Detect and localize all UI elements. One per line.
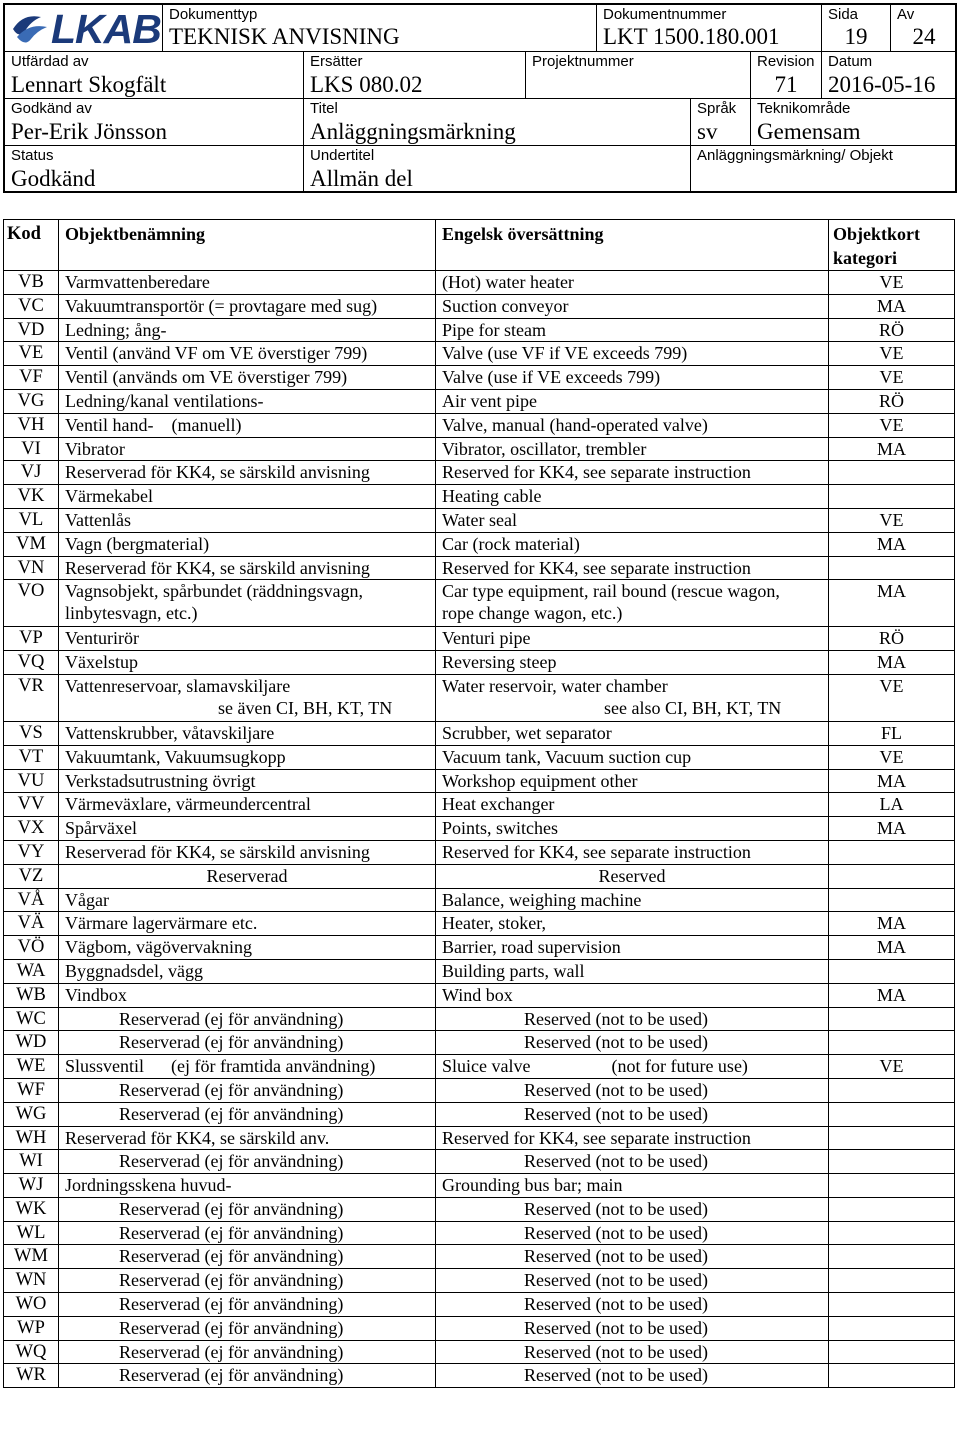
table-row <box>4 389 955 413</box>
row-code: VÅ <box>4 888 59 912</box>
title-cell <box>304 99 691 146</box>
row-swedish-name-line1: Vattenreservoar, slamavskiljare <box>65 675 291 696</box>
row-code: VJ <box>4 461 59 485</box>
row-swedish-name: Reserverad (ej för användning) <box>59 1245 436 1269</box>
doc-no-cell <box>597 5 822 52</box>
row-category <box>829 1126 955 1150</box>
row-english-name: Grounding bus bar; main <box>436 1174 829 1198</box>
row-swedish-name: Vagn (bergmaterial) <box>59 532 436 556</box>
row-category: RÖ <box>829 389 955 413</box>
row-code: WC <box>4 1007 59 1031</box>
row-category <box>829 485 955 509</box>
row-category: MA <box>829 936 955 960</box>
table-row <box>4 580 955 627</box>
row-english-name: Reserved (not to be used) <box>436 1316 829 1340</box>
row-swedish-name: Reserverad för KK4, se särskild anv. <box>59 1126 436 1150</box>
table-row <box>4 627 955 651</box>
table-row <box>4 745 955 769</box>
row-category: MA <box>829 769 955 793</box>
row-code: VM <box>4 532 59 556</box>
row-english-name: Reserved (not to be used) <box>436 1150 829 1174</box>
row-swedish-name: Vågar <box>59 888 436 912</box>
table-row <box>4 1150 955 1174</box>
row-code: WP <box>4 1316 59 1340</box>
object-code-table-body <box>4 220 955 1388</box>
row-category: MA <box>829 817 955 841</box>
date-cell <box>822 52 957 99</box>
status-label: Status <box>11 147 54 164</box>
row-swedish-name: Vattenskrubber, våtavskiljare <box>59 721 436 745</box>
tech-area-cell <box>751 99 957 146</box>
row-code: WE <box>4 1055 59 1079</box>
row-category: VE <box>829 1055 955 1079</box>
row-english-name: Heat exchanger <box>436 793 829 817</box>
column-header-kategori: Objektkort kategori <box>829 220 955 271</box>
row-swedish-name: Reserverad (ej för användning) <box>59 1340 436 1364</box>
table-row <box>4 769 955 793</box>
issued-by-label: Utfärdad av <box>11 53 89 70</box>
table-row <box>4 1102 955 1126</box>
row-swedish-name: Reserverad (ej för användning) <box>59 1197 436 1221</box>
row-swedish-name: Reserverad (ej för användning) <box>59 1102 436 1126</box>
page-value: 19 <box>844 24 868 49</box>
tech-area-label: Teknikområde <box>757 100 851 117</box>
row-english-name: Venturi pipe <box>436 627 829 651</box>
row-code: VH <box>4 413 59 437</box>
page-cell <box>822 5 891 52</box>
row-swedish-name: Venturirör <box>59 627 436 651</box>
row-swedish-name: Vattenlås <box>59 508 436 532</box>
row-code: WH <box>4 1126 59 1150</box>
approved-by-label: Godkänd av <box>11 100 92 117</box>
row-code: WF <box>4 1078 59 1102</box>
row-code: WK <box>4 1197 59 1221</box>
row-code: VL <box>4 508 59 532</box>
column-header-engelsk: Engelsk översättning <box>436 220 829 271</box>
table-row <box>4 366 955 390</box>
status-value: Godkänd <box>11 166 96 191</box>
table-row <box>4 1174 955 1198</box>
revision-cell <box>751 52 822 99</box>
row-english-name: Valve (use VF if VE exceeds 799) <box>436 342 829 366</box>
row-english-name: Building parts, wall <box>436 959 829 983</box>
row-code: VG <box>4 389 59 413</box>
row-category <box>829 556 955 580</box>
row-code: WO <box>4 1293 59 1317</box>
row-code: WN <box>4 1269 59 1293</box>
row-category: VE <box>829 366 955 390</box>
row-english-name: Reserved (not to be used) <box>436 1078 829 1102</box>
row-category <box>829 1340 955 1364</box>
project-cell <box>526 52 751 99</box>
row-swedish-name: Ledning/kanal ventilations- <box>59 389 436 413</box>
row-english-name: Scrubber, wet separator <box>436 721 829 745</box>
row-english-name: Reserved (not to be used) <box>436 1293 829 1317</box>
table-row <box>4 1269 955 1293</box>
row-code: VS <box>4 721 59 745</box>
row-category <box>829 1007 955 1031</box>
doc-type-cell <box>163 5 597 52</box>
row-category: RÖ <box>829 318 955 342</box>
row-swedish-name: Ventil (använd VF om VE överstiger 799) <box>59 342 436 366</box>
approved-by-cell <box>5 99 304 146</box>
row-swedish-name: Värmeväxlare, värmeundercentral <box>59 793 436 817</box>
title-value: Anläggningsmärkning <box>310 119 516 144</box>
row-category: VE <box>829 674 955 721</box>
row-english-name: Heater, stoker, <box>436 912 829 936</box>
row-category: VE <box>829 413 955 437</box>
row-code: VX <box>4 817 59 841</box>
logo-text: LKAB <box>51 6 161 52</box>
row-category <box>829 1245 955 1269</box>
row-english-name-line1: Water reservoir, water chamber <box>442 675 668 696</box>
row-swedish-name <box>59 580 436 627</box>
revision-value: 71 <box>774 72 798 97</box>
category-path-cell <box>691 146 957 191</box>
approved-by-value: Per-Erik Jönsson <box>11 119 168 144</box>
row-code: VE <box>4 342 59 366</box>
row-code: VR <box>4 674 59 721</box>
row-category: MA <box>829 912 955 936</box>
row-english-name: Reserved (not to be used) <box>436 1197 829 1221</box>
row-swedish-name: Reserverad (ej för användning) <box>59 1221 436 1245</box>
row-swedish-name: Slussventil (ej för framtida användning) <box>59 1055 436 1079</box>
row-swedish-name: Jordningsskena huvud- <box>59 1174 436 1198</box>
row-category: FL <box>829 721 955 745</box>
row-category: MA <box>829 651 955 675</box>
row-english-name: Reserved for KK4, see separate instruction <box>436 840 829 864</box>
table-row <box>4 1031 955 1055</box>
row-swedish-name: Vibrator <box>59 437 436 461</box>
row-code: VZ <box>4 864 59 888</box>
row-english-name: Reserved for KK4, see separate instruction <box>436 461 829 485</box>
object-code-table <box>3 219 955 1388</box>
row-category <box>829 1174 955 1198</box>
table-row <box>4 342 955 366</box>
column-header-objektbenamning: Objektbenämning <box>59 220 436 271</box>
table-row <box>4 1126 955 1150</box>
row-swedish-name: Reserverad (ej för användning) <box>59 1316 436 1340</box>
row-english-name-line2: see also CI, BH, KT, TN <box>604 697 782 718</box>
row-swedish-name: Reserverad för KK4, se särskild anvisning <box>59 556 436 580</box>
row-english-name: Pipe for steam <box>436 318 829 342</box>
table-row <box>4 532 955 556</box>
row-category: MA <box>829 294 955 318</box>
row-swedish-name: Ventil hand- (manuell) <box>59 413 436 437</box>
page-label: Sida <box>828 6 859 23</box>
row-category <box>829 864 955 888</box>
row-english-name: Reserved for KK4, see separate instruction <box>436 556 829 580</box>
table-row <box>4 1197 955 1221</box>
row-category: MA <box>829 532 955 556</box>
row-swedish-name: Reserverad (ej för användning) <box>59 1364 436 1388</box>
table-row <box>4 1293 955 1317</box>
row-code: VY <box>4 840 59 864</box>
row-category <box>829 1197 955 1221</box>
subtitle-value: Allmän del <box>310 166 413 191</box>
row-english-name: Reserved (not to be used) <box>436 1007 829 1031</box>
replaces-cell <box>304 52 526 99</box>
row-swedish-name <box>59 674 436 721</box>
revision-label: Revision <box>757 53 815 70</box>
row-swedish-name: Reserverad för KK4, se särskild anvisning <box>59 840 436 864</box>
issued-by-value: Lennart Skogfält <box>11 72 167 97</box>
row-english-name: Reserved (not to be used) <box>436 1364 829 1388</box>
table-row <box>4 793 955 817</box>
row-code: WR <box>4 1364 59 1388</box>
row-category <box>829 1293 955 1317</box>
table-row <box>4 1316 955 1340</box>
row-category: VE <box>829 745 955 769</box>
table-row <box>4 294 955 318</box>
row-english-name: Points, switches <box>436 817 829 841</box>
table-row <box>4 485 955 509</box>
row-category: MA <box>829 437 955 461</box>
table-row <box>4 1078 955 1102</box>
row-category <box>829 959 955 983</box>
row-english-name-line2: rope change wagon, etc.) <box>442 603 623 624</box>
date-value: 2016-05-16 <box>828 72 936 97</box>
table-row <box>4 1007 955 1031</box>
table-row <box>4 1245 955 1269</box>
lkab-logo-icon <box>11 9 51 49</box>
doc-no-label: Dokumentnummer <box>603 6 727 23</box>
table-row <box>4 318 955 342</box>
table-row <box>4 912 955 936</box>
row-english-name: (Hot) water heater <box>436 271 829 295</box>
row-category: VE <box>829 508 955 532</box>
row-code: VT <box>4 745 59 769</box>
row-code: VD <box>4 318 59 342</box>
table-row <box>4 721 955 745</box>
row-code: WM <box>4 1245 59 1269</box>
table-row <box>4 674 955 721</box>
row-code: WI <box>4 1150 59 1174</box>
row-swedish-name: Vindbox <box>59 983 436 1007</box>
row-swedish-name: Reserverad (ej för användning) <box>59 1031 436 1055</box>
row-category <box>829 461 955 485</box>
row-swedish-name: Reserverad för KK4, se särskild anvisning <box>59 461 436 485</box>
row-swedish-name: Ledning; ång- <box>59 318 436 342</box>
row-swedish-name: Vägbom, vägövervakning <box>59 936 436 960</box>
row-category <box>829 1364 955 1388</box>
project-label: Projektnummer <box>532 53 634 70</box>
row-category: MA <box>829 580 955 627</box>
row-code: WL <box>4 1221 59 1245</box>
language-value: sv <box>697 119 718 144</box>
language-cell <box>691 99 751 146</box>
row-code: WJ <box>4 1174 59 1198</box>
table-row <box>4 651 955 675</box>
row-english-name: Wind box <box>436 983 829 1007</box>
row-swedish-name: Reserverad (ej för användning) <box>59 1150 436 1174</box>
row-english-name: Reversing steep <box>436 651 829 675</box>
table-row <box>4 817 955 841</box>
table-row <box>4 840 955 864</box>
row-category <box>829 1102 955 1126</box>
row-code: VÄ <box>4 912 59 936</box>
table-row <box>4 1340 955 1364</box>
logo-cell <box>5 5 163 52</box>
row-swedish-name: Växelstup <box>59 651 436 675</box>
row-english-name: Balance, weighing machine <box>436 888 829 912</box>
row-english-name: Reserved for KK4, see separate instruction <box>436 1126 829 1150</box>
row-swedish-name-line1: Vagnsobjekt, spårbundet (räddningsvagn, <box>65 581 363 602</box>
row-swedish-name: Reserverad (ej för användning) <box>59 1078 436 1102</box>
document-header <box>3 3 957 193</box>
row-english-name: Suction conveyor <box>436 294 829 318</box>
page-count-label: Av <box>897 6 915 23</box>
table-row <box>4 556 955 580</box>
table-row <box>4 413 955 437</box>
row-code: VU <box>4 769 59 793</box>
table-row <box>4 1055 955 1079</box>
row-code: VB <box>4 271 59 295</box>
row-swedish-name: Ventil (används om VE överstiger 799) <box>59 366 436 390</box>
row-swedish-name: Reserverad (ej för användning) <box>59 1007 436 1031</box>
doc-type-value: TEKNISK ANVISNING <box>169 24 400 49</box>
status-cell <box>5 146 304 191</box>
row-category <box>829 840 955 864</box>
row-category <box>829 1150 955 1174</box>
row-category: VE <box>829 271 955 295</box>
row-swedish-name: Byggnadsdel, vägg <box>59 959 436 983</box>
row-code: VF <box>4 366 59 390</box>
row-code: WB <box>4 983 59 1007</box>
row-english-name: Reserved (not to be used) <box>436 1340 829 1364</box>
row-code: VN <box>4 556 59 580</box>
table-row <box>4 888 955 912</box>
row-code: VÖ <box>4 936 59 960</box>
row-category: VE <box>829 342 955 366</box>
category-path: Anläggningsmärkning/ Objekt <box>697 147 893 164</box>
row-english-name: Reserved (not to be used) <box>436 1245 829 1269</box>
row-swedish-name: Verkstadsutrustning övrigt <box>59 769 436 793</box>
row-swedish-name: Reserverad <box>59 864 436 888</box>
row-english-name: Reserved (not to be used) <box>436 1221 829 1245</box>
row-category <box>829 1221 955 1245</box>
row-swedish-name: Reserverad (ej för användning) <box>59 1293 436 1317</box>
table-row <box>4 864 955 888</box>
row-category <box>829 1269 955 1293</box>
row-code: WD <box>4 1031 59 1055</box>
row-category: MA <box>829 983 955 1007</box>
row-swedish-name: Värmekabel <box>59 485 436 509</box>
row-swedish-name: Varmvattenberedare <box>59 271 436 295</box>
row-english-name: Reserved (not to be used) <box>436 1031 829 1055</box>
row-english-name <box>436 580 829 627</box>
replaces-value: LKS 080.02 <box>310 72 423 97</box>
date-label: Datum <box>828 53 873 70</box>
subtitle-cell <box>304 146 691 191</box>
table-row <box>4 1221 955 1245</box>
row-english-name <box>436 674 829 721</box>
row-english-name: Reserved (not to be used) <box>436 1102 829 1126</box>
row-swedish-name: Spårväxel <box>59 817 436 841</box>
column-header-kod: Kod <box>4 220 59 271</box>
table-row <box>4 437 955 461</box>
row-code: WQ <box>4 1340 59 1364</box>
row-english-name: Vacuum tank, Vacuum suction cup <box>436 745 829 769</box>
row-code: VI <box>4 437 59 461</box>
row-english-name: Reserved (not to be used) <box>436 1269 829 1293</box>
row-english-name: Valve, manual (hand-operated valve) <box>436 413 829 437</box>
row-english-name-line1: Car type equipment, rail bound (rescue wagon, <box>442 581 780 602</box>
row-category <box>829 1078 955 1102</box>
table-row <box>4 959 955 983</box>
row-category <box>829 1316 955 1340</box>
row-english-name: Heating cable <box>436 485 829 509</box>
row-english-name: Air vent pipe <box>436 389 829 413</box>
row-code: VK <box>4 485 59 509</box>
page-count-cell <box>891 5 957 52</box>
row-swedish-name: Värmare lagervärmare etc. <box>59 912 436 936</box>
row-english-name: Vibrator, oscillator, trembler <box>436 437 829 461</box>
issued-by-cell <box>5 52 304 99</box>
replaces-label: Ersätter <box>310 53 363 70</box>
row-swedish-name: Reserverad (ej för användning) <box>59 1269 436 1293</box>
row-english-name: Car (rock material) <box>436 532 829 556</box>
table-row <box>4 271 955 295</box>
row-category <box>829 1031 955 1055</box>
row-swedish-name: Vakuumtransportör (= provtagare med sug) <box>59 294 436 318</box>
row-swedish-name-line2: se även CI, BH, KT, TN <box>218 697 393 718</box>
table-row <box>4 508 955 532</box>
row-category <box>829 888 955 912</box>
page-count-value: 24 <box>912 24 936 49</box>
language-label: Språk <box>697 100 737 117</box>
table-header-row <box>4 220 955 271</box>
table-row <box>4 1364 955 1388</box>
row-english-name: Barrier, road supervision <box>436 936 829 960</box>
row-english-name: Reserved <box>436 864 829 888</box>
row-code: WA <box>4 959 59 983</box>
row-category: RÖ <box>829 627 955 651</box>
row-swedish-name: Vakuumtank, Vakuumsugkopp <box>59 745 436 769</box>
row-code: VQ <box>4 651 59 675</box>
tech-area-value: Gemensam <box>757 119 861 144</box>
row-english-name: Valve (use if VE exceeds 799) <box>436 366 829 390</box>
table-row <box>4 936 955 960</box>
table-row <box>4 983 955 1007</box>
lkab-logo <box>11 6 161 52</box>
row-english-name: Workshop equipment other <box>436 769 829 793</box>
row-swedish-name-line2: linbytesvagn, etc.) <box>65 603 198 624</box>
row-english-name: Sluice valve (not for future use) <box>436 1055 829 1079</box>
subtitle-label: Undertitel <box>310 147 375 164</box>
row-english-name: Water seal <box>436 508 829 532</box>
row-code: WG <box>4 1102 59 1126</box>
doc-type-label: Dokumenttyp <box>169 6 258 23</box>
row-code: VP <box>4 627 59 651</box>
table-row <box>4 461 955 485</box>
title-label: Titel <box>310 100 338 117</box>
row-code: VC <box>4 294 59 318</box>
row-code: VO <box>4 580 59 627</box>
row-code: VV <box>4 793 59 817</box>
row-category: LA <box>829 793 955 817</box>
doc-no-value: LKT 1500.180.001 <box>603 24 780 49</box>
